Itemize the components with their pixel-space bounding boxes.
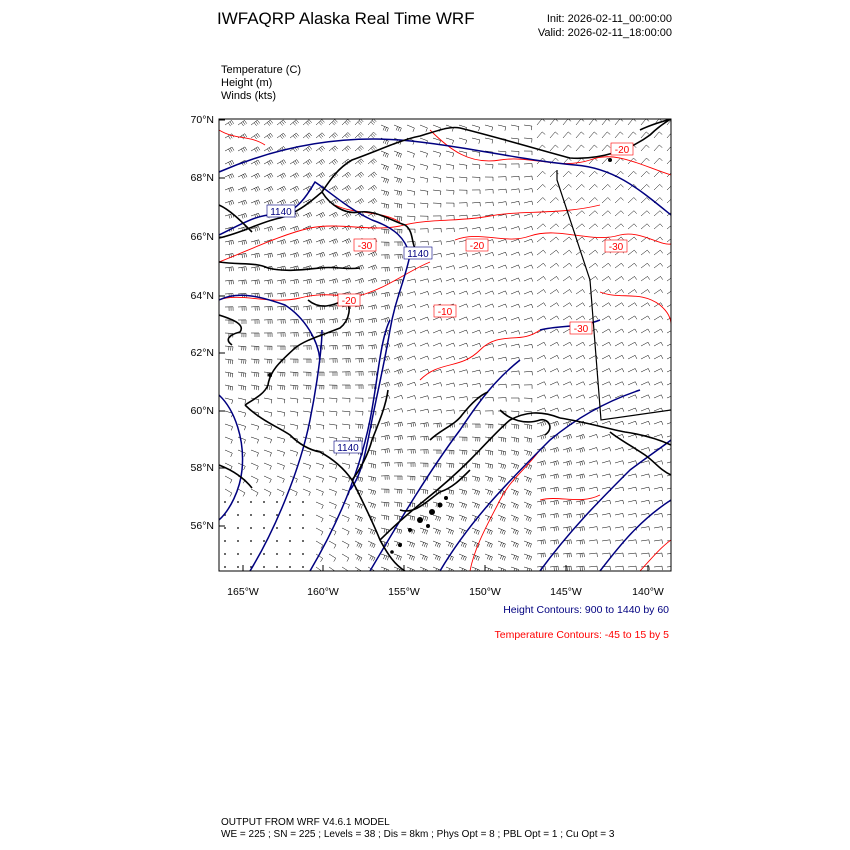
calm-wind-dot [302,553,304,555]
calm-wind-dot [250,514,252,516]
svg-text:-20: -20 [469,241,485,252]
temperature-label [354,239,376,252]
calm-wind-dot [289,514,291,516]
calm-wind-dot [237,553,239,555]
lat-label: 70°N [190,114,214,126]
lat-label: 60°N [190,405,214,417]
init-time: Init: 2026-02-11_00:00:00 [546,13,672,25]
calm-wind-dot [276,566,278,568]
lon-label: 145°W [550,586,582,598]
calm-wind-dot [276,553,278,555]
calm-wind-dot [302,566,304,568]
height-label [334,441,362,454]
svg-text:1140: 1140 [270,207,292,218]
calm-wind-dot [224,540,226,542]
lon-label: 150°W [469,586,501,598]
calm-wind-dot [250,527,252,529]
calm-wind-dot [250,553,252,555]
calm-wind-dot [276,501,278,503]
calm-wind-dot [289,527,291,529]
lon-label: 165°W [227,586,259,598]
lon-label: 140°W [632,586,664,598]
calm-wind-dot [224,501,226,503]
calm-wind-dot [237,527,239,529]
calm-wind-dot [224,553,226,555]
lon-label: 155°W [388,586,420,598]
temperature-label [434,305,456,318]
temperature-label [570,322,592,335]
calm-wind-dot [289,501,291,503]
svg-text:-10: -10 [437,307,453,318]
svg-text:-30: -30 [357,241,373,252]
calm-wind-dot [263,540,265,542]
height-label [404,247,432,260]
calm-wind-dot [276,514,278,516]
field-temperature: Temperature (C) [221,64,302,76]
lat-label: 66°N [190,231,214,243]
calm-wind-dot [263,527,265,529]
calm-wind-dot [276,540,278,542]
svg-text:-20: -20 [341,296,357,307]
svg-text:1140: 1140 [407,249,429,260]
calm-wind-dot [224,527,226,529]
calm-wind-dot [276,527,278,529]
model-info-line2: WE = 225 ; SN = 225 ; Levels = 38 ; Dis = 8km ; Phys Opt = 8 ; PBL Opt = 1 ; Cu Opt = 3 [221,829,615,840]
temperature-contour-legend: Temperature Contours: -45 to 15 by 5 [494,629,669,641]
calm-wind-dot [237,514,239,516]
calm-wind-dot [289,540,291,542]
calm-wind-dot [302,540,304,542]
calm-wind-dot [263,501,265,503]
height-label [267,205,295,218]
calm-wind-dot [302,501,304,503]
calm-wind-dot [263,514,265,516]
field-height: Height (m) [221,77,273,89]
lat-label: 64°N [190,290,214,302]
calm-wind-dot [289,566,291,568]
lat-label: 58°N [190,462,214,474]
svg-text:-30: -30 [573,324,589,335]
calm-wind-dot [250,501,252,503]
svg-text:-20: -20 [614,145,630,156]
calm-wind-dot [224,566,226,568]
height-contour-legend: Height Contours: 900 to 1440 by 60 [503,604,669,616]
calm-wind-dot [289,553,291,555]
svg-text:1140: 1140 [337,443,359,454]
field-winds: Winds (kts) [221,90,276,102]
temperature-label [605,240,627,253]
calm-wind-dot [237,540,239,542]
lat-label: 68°N [190,172,214,184]
model-info-line1: OUTPUT FROM WRF V4.6.1 MODEL [221,817,390,828]
lon-label: 160°W [307,586,339,598]
svg-text:-30: -30 [608,242,624,253]
temperature-label [338,294,360,307]
calm-wind-dot [237,501,239,503]
calm-wind-dot [263,566,265,568]
calm-wind-dot [302,514,304,516]
lat-label: 56°N [190,520,214,532]
calm-wind-dot [237,566,239,568]
calm-wind-dot [263,553,265,555]
temperature-label [466,239,488,252]
map-plot-area [219,119,676,575]
temperature-label [611,143,633,156]
chart-title: IWFAQRP Alaska Real Time WRF [217,9,475,28]
valid-time: Valid: 2026-02-11_18:00:00 [537,27,672,39]
calm-wind-dot [250,540,252,542]
calm-wind-dot [302,527,304,529]
lat-label: 62°N [190,347,214,359]
